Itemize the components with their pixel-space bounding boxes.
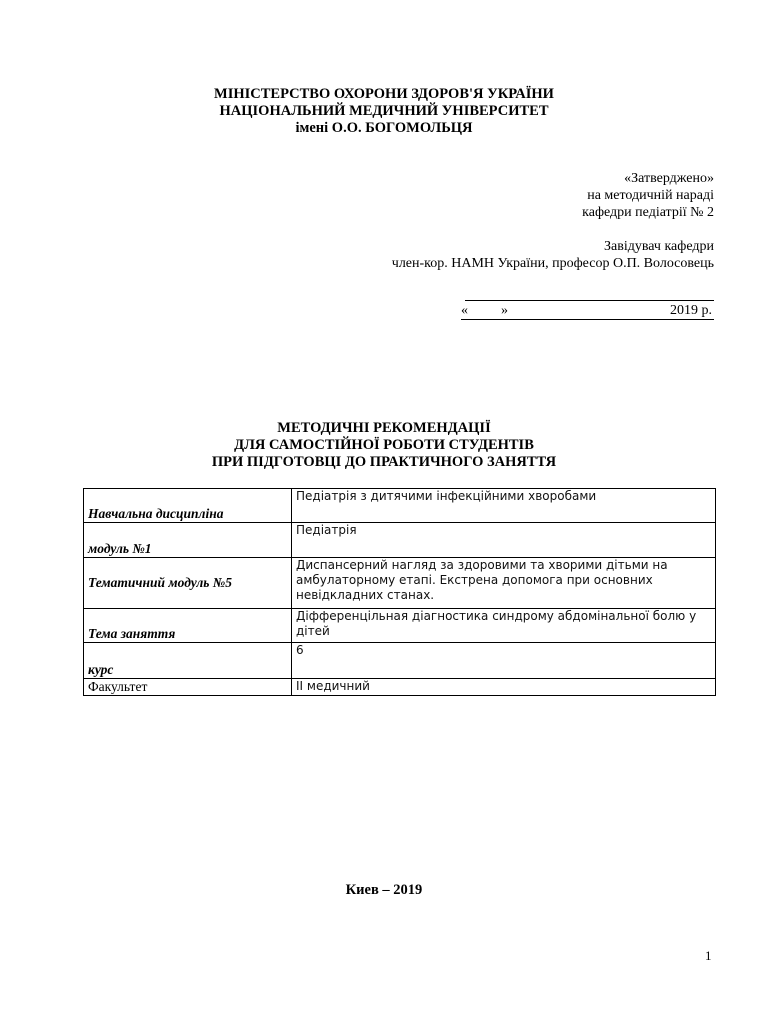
title-line-2: ДЛЯ САМОСТІЙНОЇ РОБОТИ СТУДЕНТІВ [234, 437, 534, 453]
date-year: 2019 р. [670, 303, 712, 318]
table-row [84, 609, 716, 643]
ministry-name: МІНІСТЕРСТВО ОХОРОНИ ЗДОРОВ'Я УКРАЇНИ [214, 86, 554, 102]
table-row [84, 643, 716, 679]
head-title: Завідувач кафедри [604, 239, 714, 254]
city-year: Киев – 2019 [345, 882, 423, 898]
table-row [84, 523, 716, 558]
row-value: Діфференцільная діагностика синдрому абдомінальної болю у дітей [292, 609, 716, 643]
row-value: ІІ медичний [292, 679, 716, 696]
table-row [84, 679, 716, 696]
course-info-table [83, 488, 716, 696]
table-row [84, 558, 716, 609]
signature-line [465, 300, 714, 301]
meeting-label: на методичній нараді [587, 188, 714, 203]
date-close-quote: » [501, 303, 508, 318]
title-line-3: ПРИ ПІДГОТОВЦІ ДО ПРАКТИЧНОГО ЗАНЯТТЯ [211, 454, 557, 470]
row-value: Педіатрія з дитячими інфекційними хворобами [292, 489, 716, 523]
row-value: Диспансерний нагляд за здоровими та хворими дітьми на амбулаторному етапі. Екстрена допомога при основних невідкладних станах. [292, 558, 716, 609]
row-label: Факультет [84, 679, 292, 696]
row-label: Навчальна дисципліна [84, 489, 292, 523]
row-value: Педіатрія [292, 523, 716, 558]
row-label: модуль №1 [84, 523, 292, 558]
table-row [84, 489, 716, 523]
row-value: 6 [292, 643, 716, 679]
approved-label: «Затверджено» [624, 171, 714, 186]
approval-date [461, 303, 714, 320]
row-label: Тематичний модуль №5 [84, 558, 292, 609]
row-label: Тема заняття [84, 609, 292, 643]
university-honorific: імені О.О. БОГОМОЛЬЦЯ [295, 120, 473, 136]
university-name: НАЦІОНАЛЬНИЙ МЕДИЧНИЙ УНІВЕРСИТЕТ [219, 103, 549, 119]
page-number: 1 [705, 948, 712, 963]
row-label: курс [84, 643, 292, 679]
approval-block [392, 170, 714, 272]
department-label: кафедри педіатрії № 2 [582, 205, 714, 220]
title-line-1: МЕТОДИЧНІ РЕКОМЕНДАЦІЇ [277, 420, 491, 436]
ministry-header [0, 86, 768, 137]
head-name: член-кор. НАМН України, професор О.П. Волосовець [391, 256, 714, 271]
document-title [0, 420, 768, 471]
date-open-quote: « [461, 303, 468, 318]
